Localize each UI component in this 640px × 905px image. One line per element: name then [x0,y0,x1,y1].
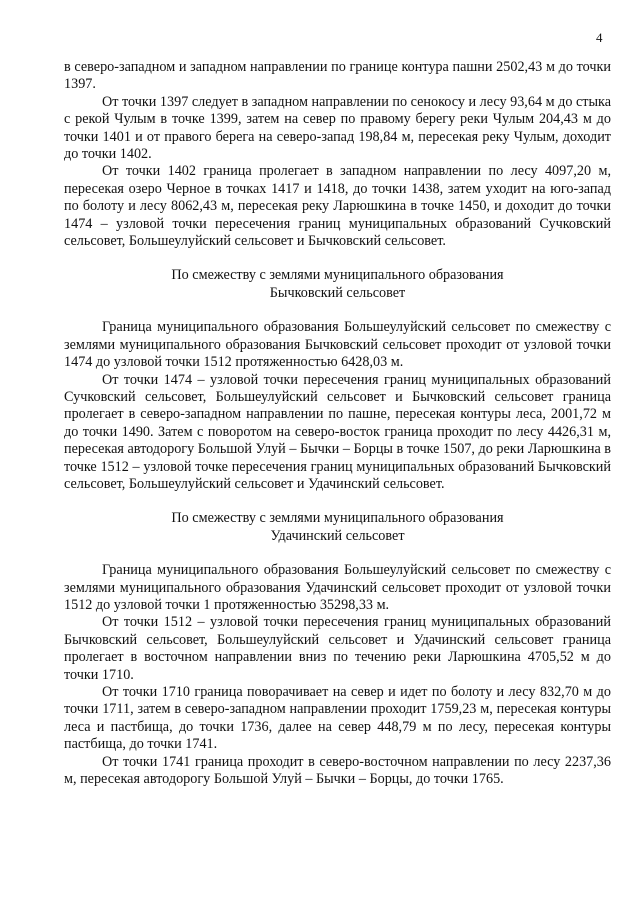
intro-paragraph-continuation: в северо-западном и западном направлении по границе контура пашни 2502,43 м до точки 1397. [64,59,611,93]
section-heading-line: Удачинский сельсовет [270,527,405,544]
section-heading-line: По смежеству с землями муниципального образования [171,267,504,284]
page-number: 4 [596,30,603,45]
section-paragraph: От точки 1741 граница проходит в северо-восточном направлении по лесу 2237,36 м, пересекая автодорогу Большой Улуй – Бычки – Борцы, до точки 1765. [64,753,611,788]
section-heading-line: По смежеству с землями муниципального образования [171,510,504,527]
intro-paragraph: От точки 1402 граница пролегает в западном направлении по лесу 4097,20 м, пересекая озеро Черное в точках 1417 и 1418, до точки 1438, затем уходит на юго-запад по болоту и лесу 8062,43 м, пересекая реку Ларюшкина в точке 1450, и доходит до точки 1474 – узловой точки пересечения границ муниципальных образований Сучковский сельсовет, Большеулуйский сельсовет и Бычковский сельсовет. [64,163,611,250]
section-heading-line: Бычковский сельсовет [269,284,406,301]
section-paragraph: От точки 1474 – узловой точки пересечения границ муниципальных образований Сучковский сельсовет, Большеулуйский сельсовет и Бычковский сельсовет граница пролегает в северо-западном направлении по пашне, пересекая контуры леса, 2001,72 м до точки 1490. Затем с поворотом на северо-восток граница проходит по лесу 4426,31 м, пересекая автодорогу Большой Улуй – Бычки – Борцы в точке 1507, до реки Ларюшкина в точке 1512 – узловой точке пересечения границ муниципальных образований Бычковский сельсовет, Большеулуйский сельсовет и Удачинский сельсовет. [64,371,611,492]
section-paragraph: От точки 1512 – узловой точки пересечения границ муниципальных образований Бычковский сельсовет, Большеулуйский сельсовет и Удачинский сельсовет граница пролегает в восточном направлении вниз по течению реки Ларюшкина 4705,52 м до точки 1710. [64,614,611,683]
section-paragraph: Граница муниципального образования Большеулуйский сельсовет по смежеству с землями муниципального образования Удачинский сельсовет проходит от узловой точки 1512 до узловой точки 1 протяженностью 35298,33 м. [64,562,611,613]
document-body [64,59,611,788]
section-paragraph: Граница муниципального образования Большеулуйский сельсовет по смежеству с землями муниципального образования Бычковский сельсовет проходит от узловой точки 1474 до узловой точки 1512 протяженностью 6428,03 м. [64,319,611,371]
section-heading-bychkovsky [64,267,611,302]
section-paragraph: От точки 1710 граница поворачивает на север и идет по болоту и лесу 832,70 м до точки 1711, затем в северо-западном направлении проходит 1759,23 м, пересекая контуры леса и пастбища, до точки 1736, далее на север 448,79 м по лесу, пересекая контуры пастбища, до точки 1741. [64,684,611,753]
intro-paragraph: От точки 1397 следует в западном направлении по сенокосу и лесу 93,64 м до стыка с рекой Чулым в точке 1399, затем на север по правому берегу реки Чулым 204,43 м до точки 1401 и от правого берега на северо-запад 198,84 м, пересекая реку Чулым, доходит до точки 1402. [64,93,611,163]
section-heading-udachinsky [64,510,611,545]
